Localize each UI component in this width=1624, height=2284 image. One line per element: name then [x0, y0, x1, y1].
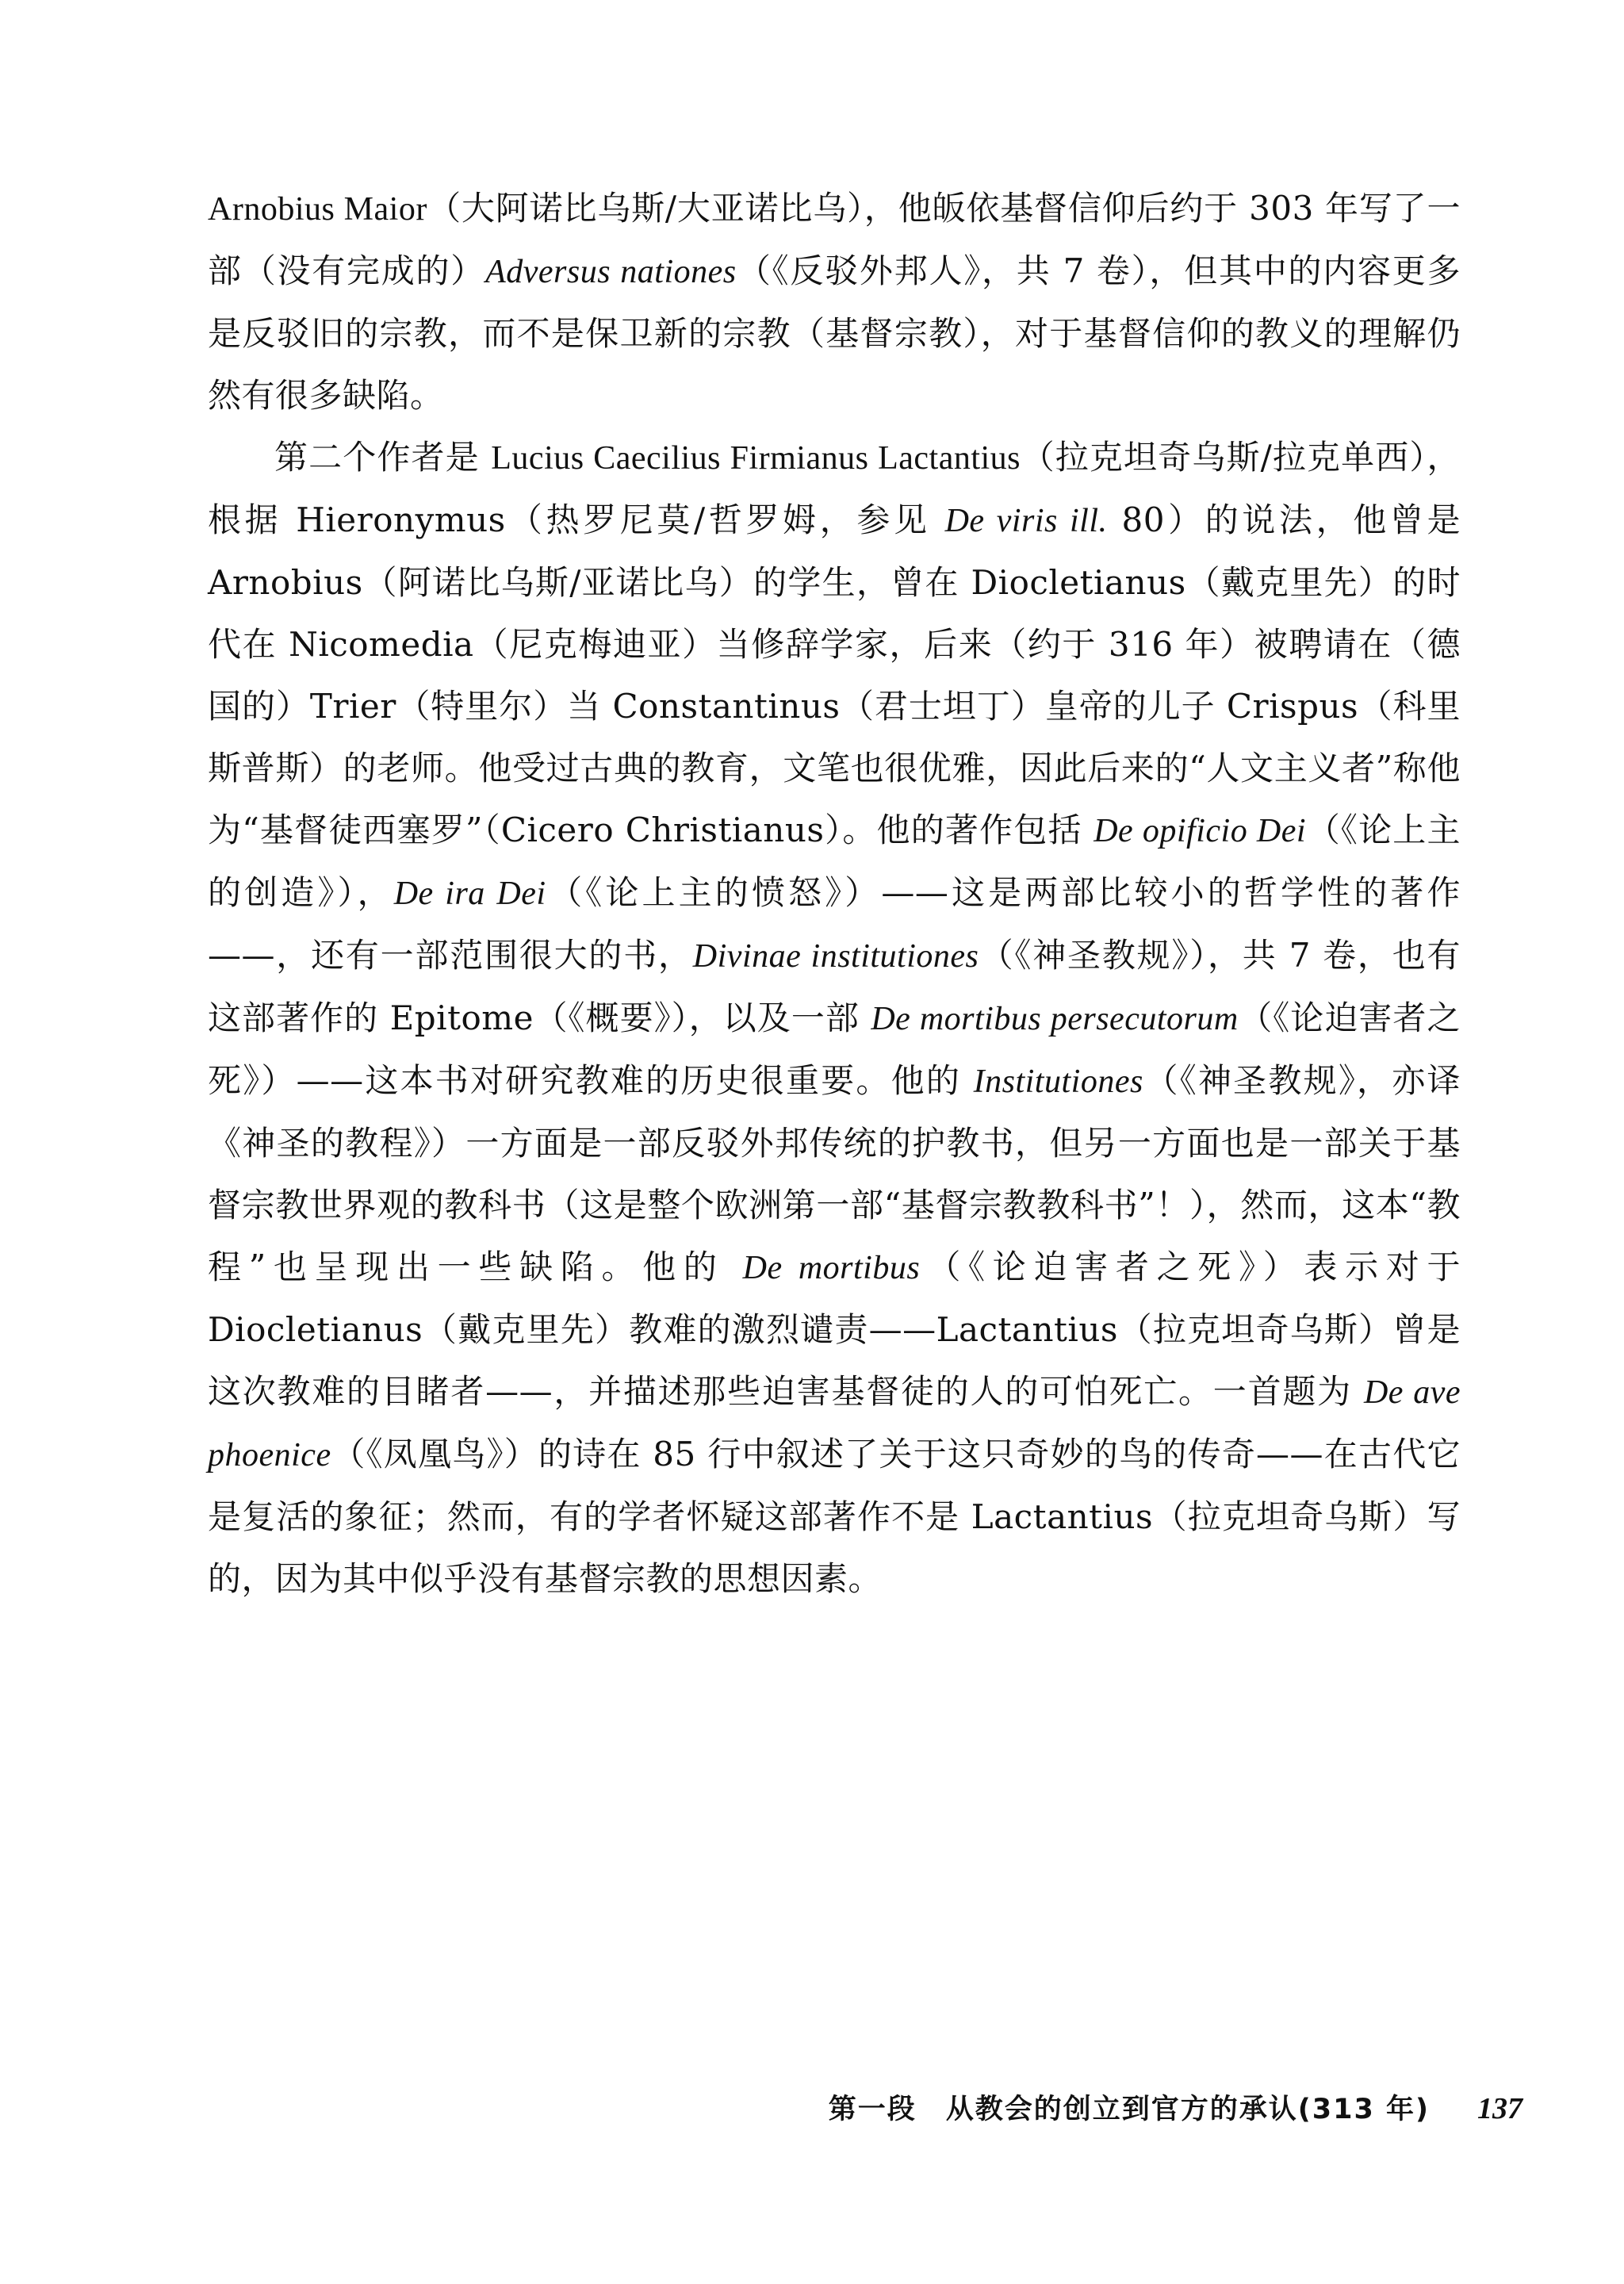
text-run: Lucius Caecilius Firmianus Lactantius	[491, 440, 1021, 477]
latin-title: De mortibus persecutorum	[871, 1001, 1239, 1037]
body-text	[208, 178, 1461, 1610]
latin-title: De ave phoenice	[208, 1374, 1461, 1473]
text-run: （大阿诺比乌斯/大亚诺比乌），他皈依基督信仰后约于 303 年写了一部（没有完成的）	[208, 189, 1461, 290]
page-number: 137	[1477, 2092, 1522, 2125]
text-run: 第二个作者是	[274, 438, 492, 477]
text-run: （《神圣教规》），共 7 卷，也有这部著作的 Epitome（《概要》），以及一部	[208, 936, 1461, 1037]
latin-title: De mortibus	[742, 1250, 921, 1286]
text-run: （《神圣教规》，亦译《神圣的教程》）一方面是一部反驳外邦传统的护教书，但另一方面也是一部关于基督宗教世界观的教科书（这是整个欧洲第一部“基督宗教教科书”！），然而，这本“教程”也呈现出一些缺陷。他的	[208, 1061, 1461, 1286]
text-run: （《论上主的愤怒》）——这是两部比较小的哲学性的著作——，还有一部范围很大的书，	[208, 873, 1461, 975]
running-head: 第一段 从教会的创立到官方的承认(313 年)	[828, 2094, 1430, 2125]
paragraph-lactantius	[208, 427, 1461, 1610]
page-footer	[793, 2087, 1522, 2127]
paragraph-arnobius	[208, 178, 1461, 427]
text-run: 80）的说法，他曾是 Arnobius（阿诺比乌斯/亚诺比乌）的学生，曾在 Diocletianus（戴克里先）的时代在 Nicomedia（尼克梅迪亚）当修辞学家，后来（约于 316 年）被聘请在（德国的）Trier（特里尔）当 Constantinus（君士坦丁）皇帝的儿子 Crispus（科里斯普斯）的老师。他受过古典的教育，文笔也很优雅，因此后来的“人文主义者”称他为“基督徒西塞罗”（Cicero Christianus）。他的著作包括	[208, 500, 1461, 849]
latin-title: De opificio Dei	[1094, 813, 1307, 849]
text-run: （《论上主的创造》），	[208, 811, 1461, 912]
latin-title: Divinae institutiones	[692, 938, 979, 975]
text-run: （《论迫害者之死》）表示对于 Diocletianus（戴克里先）教难的激烈谴责——Lactantius（拉克坦奇乌斯）曾是这次教难的目睹者——，并描述那些迫害基督徒的人的可怕死亡。一首题为	[208, 1247, 1461, 1411]
text-run: （拉克坦奇乌斯/拉克单西），根据 Hieronymus（热罗尼莫/哲罗姆，参见	[208, 438, 1461, 539]
text-run: （《反驳外邦人》，共 7 卷），但其中的内容更多是反驳旧的宗教，而不是保卫新的宗教（基督宗教），对于基督信仰的教义的理解仍然有很多缺陷。	[208, 251, 1461, 415]
text-run: Arnobius Maior	[208, 191, 427, 228]
text-run: （《论迫害者之死》）——这本书对研究教难的历史很重要。他的	[208, 998, 1461, 1100]
latin-title: De viris ill.	[944, 503, 1108, 539]
latin-title: De ira Dei	[393, 876, 546, 912]
latin-title: Institutiones	[973, 1063, 1143, 1100]
text-run: （《凤凰鸟》）的诗在 85 行中叙述了关于这只奇妙的鸟的传奇——在古代它是复活的象征；然而，有的学者怀疑这部著作不是 Lactantius（拉克坦奇乌斯）写的，因为其中似乎没有基督宗教的思想因素。	[208, 1435, 1461, 1598]
latin-title: Adversus nationes	[485, 254, 737, 290]
